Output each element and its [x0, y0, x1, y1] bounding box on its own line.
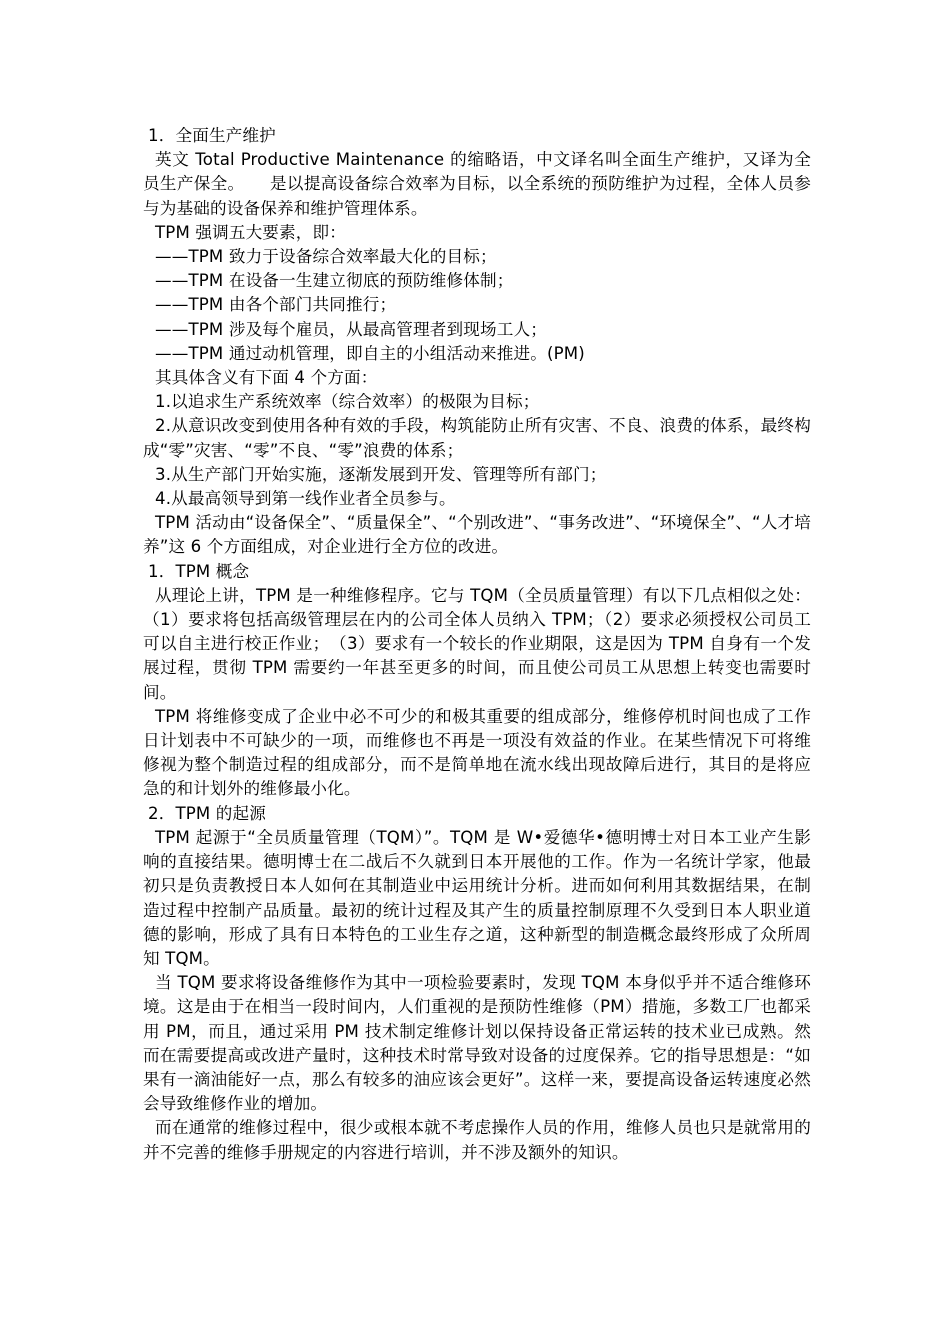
- body-paragraph: ——TPM 涉及每个雇员，从最高管理者到现场工人；: [155, 319, 547, 339]
- body-paragraph: TPM 起源于“全员质量管理（TQM）”。TQM 是 W•爱德华•德明博士对日本工业产生影响的直接结果。德明博士在二战后不久就到日本开展他的工作。作为一名统计学家，他最初只是负责教授日本人如何在其制造业中运用统计分析。进而如何利用其数据结果，在制造过程中控制产品质量。最初的统计过程及其产生的质量控制原理不久受到日本人职业道德的影响，形成了具有日本特色的工业生存之道，这种新型的制造概念最终形成了众所周知 TQM。: [143, 827, 811, 968]
- section-heading: 1．全面生产维护: [148, 126, 276, 145]
- body-paragraph: 当 TQM 要求将设备维修作为其中一项检验要素时，发现 TQM 本身似乎并不适合维修环境。这是由于在相当一段时间内，人们重视的是预防性维修（PM）措施，多数工厂也都采用 PM，而且，通过采用 PM 技术制定维修计划以保持设备正常运转的技术业已成熟。然而在需要提高或改进产量时，这种技术时常导致对设备的过度保养。它的指导思想是：“如果有一滴油能好一点，那么有较多的油应该会更好”。这样一来，要提高设备运转速度必然会导致维修作业的增加。: [143, 973, 811, 1114]
- body-paragraph: 其具体含义有下面 4 个方面：: [155, 368, 378, 388]
- body-paragraph: TPM 将维修变成了企业中必不可少的和极其重要的组成部分，维修停机时间也成了工作日计划表中不可缺少的一项，而维修也不再是一项没有效益的作业。在某些情况下可将维修视为整个制造过程的组成部分，而不是简单地在流水线出现故障后进行，其目的是将应急的和计划外的维修最小化。: [143, 706, 811, 799]
- body-paragraph: ——TPM 由各个部门共同推行；: [155, 295, 397, 315]
- body-paragraph: 1.以追求生产系统效率（综合效率）的极限为目标；: [155, 392, 540, 412]
- section-heading: 1．TPM 概念: [148, 561, 250, 581]
- body-paragraph: TPM 活动由“设备保全”、“质量保全”、“个别改进”、“事务改进”、“环境保全”、“人才培养”这 6 个方面组成，对企业进行全方位的改进。: [143, 513, 811, 557]
- body-paragraph: 而在通常的维修过程中，很少或根本就不考虑操作人员的作用，维修人员也只是就常用的并不完善的维修手册规定的内容进行培训，并不涉及额外的知识。: [143, 1118, 811, 1162]
- body-paragraph: 英文 Total Productive Maintenance 的缩略语，中文译名叫全面生产维护，又译为全员生产保全。 是以提高设备综合效率为目标，以全系统的预防维护为过程，全体人员参与为基础的设备保养和维护管理体系。: [143, 150, 811, 218]
- body-paragraph: ——TPM 在设备一生建立彻底的预防维修体制；: [155, 271, 514, 291]
- body-paragraph: 从理论上讲，TPM 是一种维修程序。它与 TQM（全员质量管理）有以下几点相似之处：（1）要求将包括高级管理层在内的公司全体人员纳入 TPM；（2）要求必须授权公司员工可以自主进行校正作业； （3）要求有一个较长的作业期限，这是因为 TPM 自身有一个发展过程，贯彻 TPM 需要约一年甚至更多的时间，而且使公司员工从思想上转变也需要时间。: [143, 585, 811, 702]
- body-paragraph: ——TPM 致力于设备综合效率最大化的目标；: [155, 247, 497, 267]
- body-paragraph: 4.从最高领导到第一线作业者全员参与。: [155, 489, 456, 509]
- section-heading: 2．TPM 的起源: [148, 803, 267, 823]
- document-page: [143, 124, 811, 1165]
- body-paragraph: 2.从意识改变到使用各种有效的手段，构筑能防止所有灾害、不良、浪费的体系，最终构成“零”灾害、“零”不良、“零”浪费的体系；: [143, 416, 811, 460]
- body-paragraph: 3.从生产部门开始实施，逐渐发展到开发、管理等所有部门；: [155, 464, 607, 484]
- body-paragraph: TPM 强调五大要素，即：: [155, 222, 347, 242]
- body-paragraph: ——TPM 通过动机管理，即自主的小组活动来推进。(PM): [155, 343, 585, 363]
